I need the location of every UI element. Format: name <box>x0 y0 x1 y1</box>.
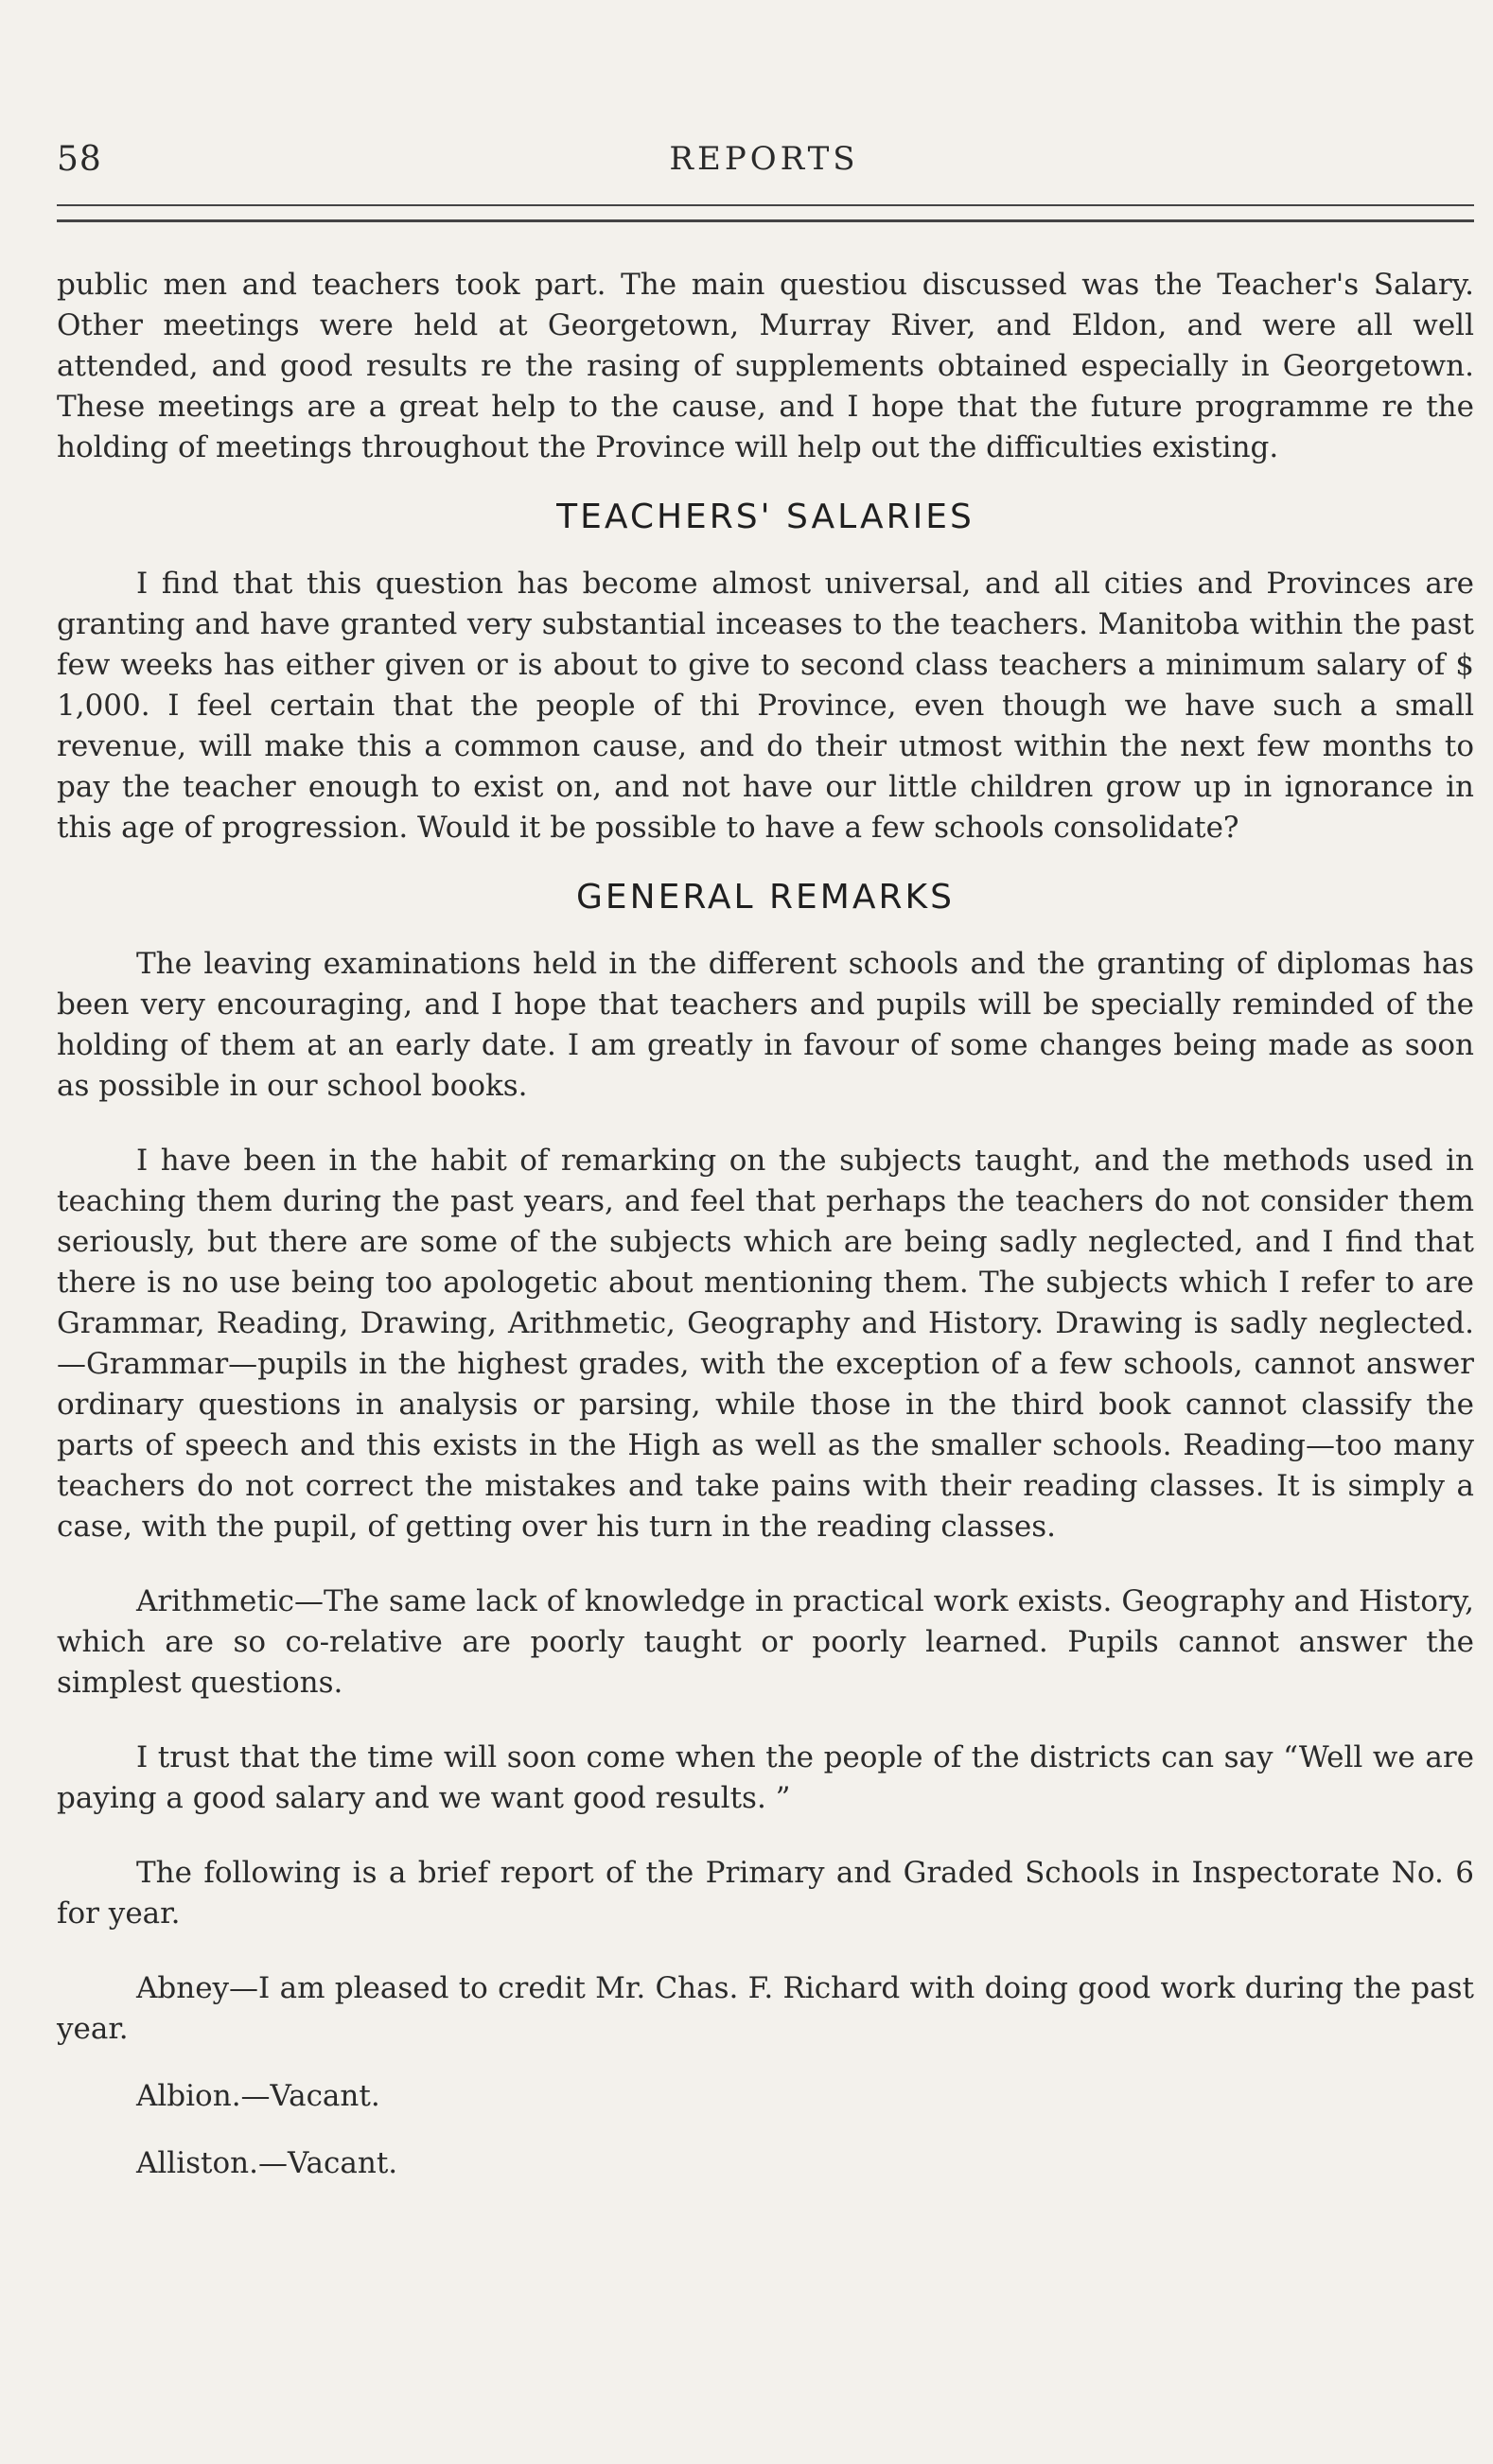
paragraph-subjects-taught: I have been in the habit of remarking on the subjects taught, and the methods used in teaching them during the past years, and feel that perhaps the teachers do not consider them seriously, but there are some of the subjects which are being sadly neglected, and I find that there is no use being too apologetic about mentioning them. The subjects which I refer to are Grammar, Reading, Drawing, Arithmetic, Geography and History. Drawing is sadly neglected.—Grammar—pupils in the highest grades, with the exception of a few schools, cannot answer ordinary questions in analysis or parsing, while those in the third book cannot classify the parts of speech and this exists in the High as well as the smaller schools. Reading—too many teachers do not correct the mistakes and take pains with their reading classes. It is simply a case, with the pupil, of getting over his turn in the reading classes. <box>57 1144 1474 1544</box>
heading-general-remarks: GENERAL REMARKS <box>576 878 955 917</box>
paragraph-inspectorate-report: The following is a brief report of the Primary and Graded Schools in Inspectorate No. 6 for year. <box>57 1856 1474 1931</box>
page-body <box>57 265 1474 2184</box>
paragraph-abney: Abney—I am pleased to credit Mr. Chas. F. Richard with doing good work during the past year. <box>57 1971 1474 2046</box>
header-rule-thin <box>57 204 1474 206</box>
running-title: REPORTS <box>669 140 859 178</box>
paragraph-alliston: Alliston.—Vacant. <box>136 2146 398 2180</box>
page-number: 58 <box>57 140 102 179</box>
header-rule-thick <box>57 219 1474 222</box>
paragraph-albion: Albion.—Vacant. <box>136 2079 380 2113</box>
paragraph-leaving-examinations: The leaving examinations held in the different schools and the granting of diplomas has been very encouraging, and I hope that teachers and pupils will be specially reminded of the holding of them at an early date. I am greatly in favour of some changes being made as soon as possible in our school books. <box>57 947 1474 1103</box>
paragraph-salaries: I find that this question has become almost universal, and all cities and Provinces are granting and have granted very substantial inceases to the teachers. Manitoba within the past few weeks has either given or is about to give to second class teachers a minimum salary of $ 1,000. I feel certain that the people of thi Province, even though we have such a small revenue, will make this a common cause, and do their utmost within the next few months to pay the teacher enough to exist on, and not have our little children grow up in ignorance in this age of progression. Would it be possible to have a few schools consolidate? <box>57 567 1474 845</box>
heading-teachers-salaries: TEACHERS' SALARIES <box>556 498 975 536</box>
paragraph-arithmetic: Arithmetic—The same lack of knowledge in practical work exists. Geography and History, which are so co-relative are poorly taught or poorly learned. Pupils cannot answer the simplest questions. <box>57 1584 1474 1700</box>
paragraph-continued: public men and teachers took part. The main questiou discussed was the Teacher's Salary. Other meetings were held at Georgetown, Murray River, and Eldon, and were all well attended, and good results re the rasing of supplements obtained especially in Georgetown. These meetings are a great help to the cause, and I hope that the future programme re the holding of meetings throughout the Province will help out the difficulties existing. <box>57 268 1474 464</box>
running-head <box>57 140 1471 187</box>
paragraph-good-results: I trust that the time will soon come when the people of the districts can say “Well we are paying a good salary and we want good results. ” <box>57 1740 1474 1815</box>
